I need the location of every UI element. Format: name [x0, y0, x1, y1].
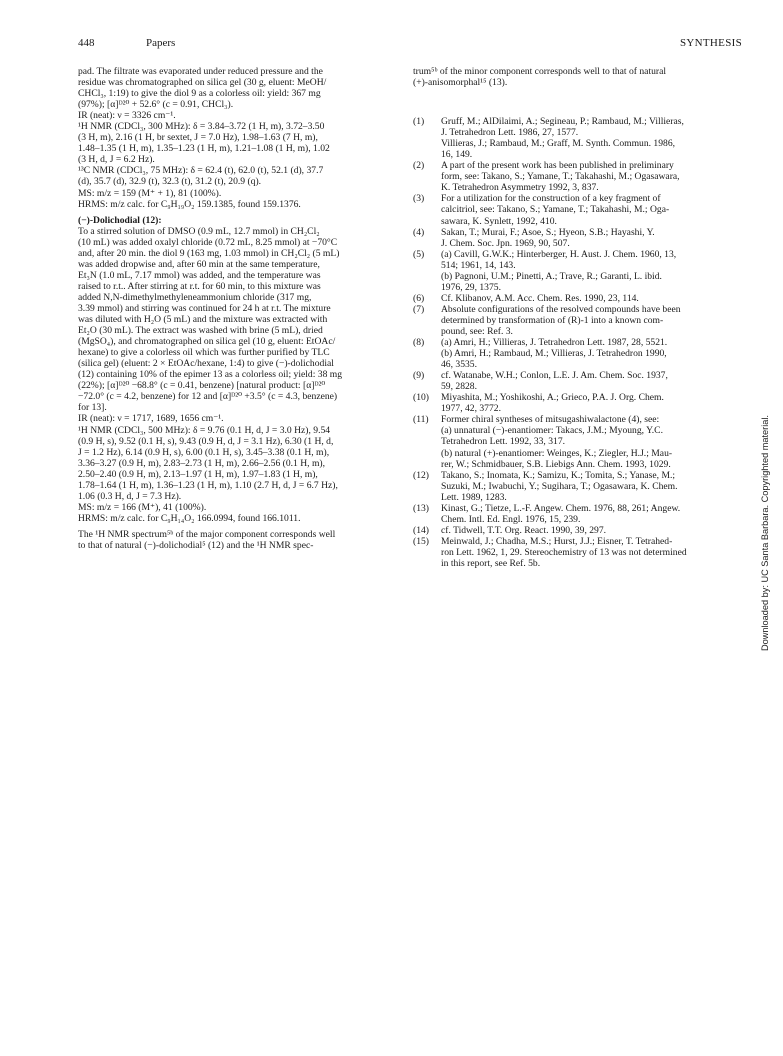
reference-text-line: Kinast, G.; Tietze, L.-F. Angew. Chem. 1976, 88, 261; Angew.: [441, 502, 681, 514]
reference-text-line: Takano, S.; Inomata, K.; Samizu, K.; Tomita, S.; Yanase, M.;: [441, 469, 676, 481]
reference-text-line: 46, 3535.: [441, 359, 477, 371]
reference-text-line: J. Tetrahedron Lett. 1986, 27, 1577.: [441, 127, 579, 139]
text-line: J = 1.2 Hz), 6.14 (0.9 H, s), 6.00 (0.1 H, s), 3.45–3.38 (0.1 H, m),: [78, 446, 330, 458]
text-line: ¹³C NMR (CDCl₃, 75 MHz): δ = 62.4 (t), 62.0 (t), 52.1 (d), 37.7: [78, 165, 324, 177]
reference-text-line: 16, 149.: [441, 149, 473, 161]
reference-number: (7): [413, 303, 425, 315]
reference-text-line: Lett. 1989, 1283.: [441, 491, 507, 503]
reference-text-line: J. Chem. Soc. Jpn. 1969, 90, 507.: [441, 237, 570, 249]
reference-text-line: (b) natural (+)-enantiomer: Weinges, K.; Ziegler, H.J.; Mau-: [441, 447, 673, 459]
reference-text-line: Cf. Klibanov, A.M. Acc. Chem. Res. 1990, 23, 114.: [441, 292, 639, 304]
text-line: (d), 35.7 (d), 32.9 (t), 32.3 (t), 31.2 (t), 20.9 (q).: [78, 176, 262, 188]
text-line: to that of natural (−)-dolichodial⁵ (12) and the ¹H NMR spec-: [78, 539, 314, 551]
text-line: trum⁵ᵇ of the minor component corresponds well to that of natural: [413, 66, 667, 77]
reference-text-line: rer, W.; Schmidbauer, S.B. Liebigs Ann. Chem. 1993, 1029.: [441, 458, 671, 470]
reference-text-line: sawara, K. Synlett, 1992, 410.: [441, 215, 557, 227]
reference-item: [413, 249, 743, 293]
reference-text-line: Gruff, M.; AlDilaimi, A.; Segineau, P.; Rambaud, M.; Villieras,: [441, 116, 684, 128]
text-line: was added dropwise and, after 60 min at the same temperature,: [78, 258, 320, 270]
text-line: (97%); [α]ᴰ²⁰ + 52.6° (c = 0.91, CHCl₃).: [78, 99, 234, 111]
reference-number: (1): [413, 116, 425, 128]
reference-item: [413, 227, 743, 249]
text-line: (10 mL) was added oxalyl chloride (0.72 mL, 8.25 mmol) at −70°C: [78, 236, 338, 248]
spectrum-comparison-continuation: [413, 66, 743, 88]
text-line: IR (neat): ν = 1717, 1689, 1656 cm⁻¹.: [78, 413, 224, 425]
page-header: [78, 37, 742, 53]
reference-number: (8): [413, 337, 425, 349]
reference-number: (6): [413, 292, 425, 304]
text-line: HRMS: m/z calc. for C₉H₁₄O₂ 166.0994, found 166.1011.: [78, 512, 301, 524]
reference-text-line: pound, see: Ref. 3.: [441, 325, 513, 337]
reference-text-line: (a) Cavill, G.W.K.; Hinterberger, H. Aust. J. Chem. 1960, 13,: [441, 248, 677, 260]
reference-text-line: 59, 2828.: [441, 381, 477, 393]
reference-item: [413, 536, 743, 569]
page-number: 448: [78, 37, 95, 49]
reference-text-line: calcitriol, see: Takano, S.; Yamane, T.; Takahashi, M.; Oga-: [441, 204, 670, 216]
text-line: 1.48–1.35 (1 H, m), 1.35–1.23 (1 H, m), 1.21–1.08 (1 H, m), 1.02: [78, 143, 330, 155]
text-line: and, after 20 min. the diol 9 (163 mg, 1.03 mmol) in CH₂Cl₂ (5 mL): [78, 247, 340, 259]
reference-text-line: ron Lett. 1962, 1, 29. Stereochemistry of 13 was not determined: [441, 546, 687, 558]
reference-item: [413, 525, 743, 536]
text-line: −72.0° (c = 4.2, benzene) for 12 and [α]ᴰ²⁰ +3.5° (c = 4.3, benzene): [78, 391, 338, 403]
reference-item: [413, 193, 743, 226]
reference-text-line: Tetrahedron Lett. 1992, 33, 317.: [441, 436, 566, 448]
text-line: The ¹H NMR spectrum⁵ᵇ of the major component corresponds well: [78, 528, 336, 540]
reference-item: [413, 470, 743, 503]
reference-text-line: cf. Watanabe, W.H.; Conlon, L.E. J. Am. Chem. Soc. 1937,: [441, 370, 668, 382]
reference-number: (11): [413, 414, 429, 426]
text-line: 2.50–2.40 (0.9 H, m), 2.13–1.97 (1 H, m), 1.97–1.83 (1 H, m),: [78, 468, 318, 480]
section-title: Papers: [146, 37, 176, 49]
reference-number: (13): [413, 502, 429, 514]
text-line: pad. The filtrate was evaporated under reduced pressure and the: [78, 66, 323, 77]
reference-text-line: (b) Amri, H.; Rambaud, M.; Villieras, J. Tetrahedron 1990,: [441, 348, 667, 360]
reference-number: (14): [413, 524, 429, 536]
reference-number: (9): [413, 370, 425, 382]
text-line: hexane) to give a colorless oil which was further purified by TLC: [78, 347, 330, 359]
text-line: MS: m/z = 159 (M⁺ + 1), 81 (100%).: [78, 187, 222, 199]
reference-item: [413, 392, 743, 414]
reference-text-line: Chem. Intl. Ed. Engl. 1976, 15, 239.: [441, 513, 581, 525]
reference-item: [413, 160, 743, 193]
text-line: CHCl₃, 1:19) to give the diol 9 as a colorless oil: yield: 367 mg: [78, 88, 321, 100]
text-line: Et₂O (30 mL). The extract was washed with brine (5 mL), dried: [78, 325, 323, 337]
text-line: residue was chromatographed on silica gel (30 g, eluent: MeOH/: [78, 77, 327, 89]
text-line: ¹H NMR (CDCl₃, 300 MHz): δ = 3.84–3.72 (1 H, m), 3.72–3.50: [78, 121, 325, 133]
reference-text-line: K. Tetrahedron Asymmetry 1992, 3, 837.: [441, 182, 599, 194]
text-line: for 13].: [78, 402, 107, 414]
text-line: (+)-anisomorphal¹⁵ (13).: [413, 77, 508, 89]
reference-number: (12): [413, 469, 429, 481]
reference-item: [413, 503, 743, 525]
spectrum-comparison-paragraph: [78, 529, 408, 551]
text-line: added N,N-dimethylmethyleneammonium chloride (317 mg,: [78, 291, 312, 303]
reference-number: (10): [413, 392, 429, 404]
reference-number: (4): [413, 226, 425, 238]
reference-text-line: in this report, see Ref. 5b.: [441, 557, 541, 569]
reference-item: [413, 370, 743, 392]
text-line: HRMS: m/z calc. for C₉H₁₉O₂ 159.1385, found 159.1376.: [78, 198, 301, 210]
reference-item: [413, 304, 743, 337]
section-heading: (−)-Dolichodial (12):: [78, 214, 162, 226]
text-line: IR (neat): ν = 3326 cm⁻¹.: [78, 110, 176, 122]
reference-text-line: 1976, 29, 1375.: [441, 281, 501, 293]
reference-item: [413, 116, 743, 160]
reference-text-line: determined by transformation of (R)-1 into a known com-: [441, 314, 664, 326]
text-line: (silica gel) (eluent: 2 × EtOAc/hexane, 1:4) to give (−)-dolichodial: [78, 358, 334, 370]
journal-name: SYNTHESIS: [680, 37, 742, 49]
reference-text-line: For a utilization for the construction of a key fragment of: [441, 193, 661, 205]
text-line: raised to r.t.. After stirring at r.t. for 60 min, to this mixture was: [78, 280, 321, 292]
reference-text-line: 514; 1961, 14, 143.: [441, 259, 516, 271]
reference-text-line: Absolute configurations of the resolved compounds have been: [441, 303, 681, 315]
text-line: was diluted with H₂O (5 mL) and the mixture was extracted with: [78, 314, 328, 326]
left-column: [78, 66, 408, 551]
download-notice-text: Downloaded by: UC Santa Barbara. Copyrighted material.: [760, 415, 770, 651]
download-notice: [757, 368, 773, 698]
reference-item: [413, 414, 743, 469]
reference-text-line: (a) Amri, H.; Villieras, J. Tetrahedron Lett. 1987, 28, 5521.: [441, 337, 668, 349]
reference-text-line: Miyashita, M.; Yoshikoshi, A.; Grieco, P.A. J. Org. Chem.: [441, 392, 664, 404]
text-line: To a stirred solution of DMSO (0.9 mL, 12.7 mmol) in CH₂Cl₂: [78, 225, 320, 237]
reference-text-line: Suzuki, M.; Iwabuchi, Y.; Sugihara, T.; Ogasawara, K. Chem.: [441, 480, 678, 492]
reference-text-line: (b) Pagnoni, U.M.; Pinetti, A.; Trave, R.; Garanti, L. ibid.: [441, 270, 662, 282]
text-line: Et₃N (1.0 mL, 7.17 mmol) was added, and the temperature was: [78, 269, 321, 281]
reference-number: (2): [413, 160, 425, 172]
text-line: ¹H NMR (CDCl₃, 500 MHz): δ = 9.76 (0.1 H, d, J = 3.0 Hz), 9.54: [78, 424, 331, 436]
reference-item: [413, 337, 743, 370]
text-line: (12) containing 10% of the epimer 13 as a colorless oil; yield: 38 mg: [78, 369, 343, 381]
reference-text-line: form, see: Takano, S.; Yamane, T.; Takahashi, M.; Ogasawara,: [441, 171, 680, 183]
reference-number: (3): [413, 193, 425, 205]
text-line: 1.06 (0.3 H, d, J = 7.3 Hz).: [78, 490, 182, 502]
experimental-dolichodial-paragraph: [78, 226, 408, 524]
reference-text-line: Meinwald, J.; Chadha, M.S.; Hurst, J.J.; Eisner, T. Tetrahed-: [441, 535, 673, 547]
reference-text-line: (a) unnatural (−)-enantiomer: Takacs, J.M.; Myoung, Y.C.: [441, 425, 663, 437]
text-line: 1.78–1.64 (1 H, m), 1.36–1.23 (1 H, m), 1.10 (2.7 H, d, J = 6.7 Hz),: [78, 479, 338, 491]
text-line: (MgSO₄), and chromatographed on silica gel (10 g, eluent: EtOAc/: [78, 336, 336, 348]
reference-number: (5): [413, 248, 425, 260]
experimental-diol-paragraph: [78, 66, 408, 210]
reference-text-line: Former chiral syntheses of mitsugashiwalactone (4), see:: [441, 414, 660, 426]
reference-number: (15): [413, 535, 429, 547]
reference-text-line: cf. Tidwell, T.T. Org. React. 1990, 39, 297.: [441, 524, 607, 536]
reference-list: [413, 116, 743, 569]
reference-text-line: A part of the present work has been published in preliminary: [441, 160, 674, 172]
text-line: (3 H, d, J = 6.2 Hz).: [78, 154, 155, 166]
reference-text-line: Villieras, J.; Rambaud, M.; Graff, M. Synth. Commun. 1986,: [441, 138, 676, 150]
text-line: 3.39 mmol) and stirring was continued for 24 h at r.t. The mixture: [78, 302, 331, 314]
reference-text-line: 1977, 42, 3772.: [441, 403, 501, 415]
reference-item: [413, 293, 743, 304]
right-column: [413, 66, 743, 569]
text-line: (0.9 H, s), 9.52 (0.1 H, s), 9.43 (0.9 H, d, J = 3.1 Hz), 6.30 (1 H, d,: [78, 435, 334, 447]
text-line: MS: m/z = 166 (M⁺), 41 (100%).: [78, 501, 207, 513]
text-line: 3.36–3.27 (0.9 H, m), 2.83–2.73 (1 H, m), 2.66–2.56 (0.1 H, m),: [78, 457, 326, 469]
text-line: (3 H, m), 2.16 (1 H, br sextet, J = 7.0 Hz), 1.98–1.63 (7 H, m),: [78, 132, 318, 144]
text-line: (22%); [α]ᴰ²⁰ −68.8° (c = 0.41, benzene) [natural product: [α]ᴰ²⁰: [78, 380, 326, 392]
reference-text-line: Sakan, T.; Murai, F.; Asoe, S.; Hyeon, S.B.; Hayashi, Y.: [441, 226, 655, 238]
